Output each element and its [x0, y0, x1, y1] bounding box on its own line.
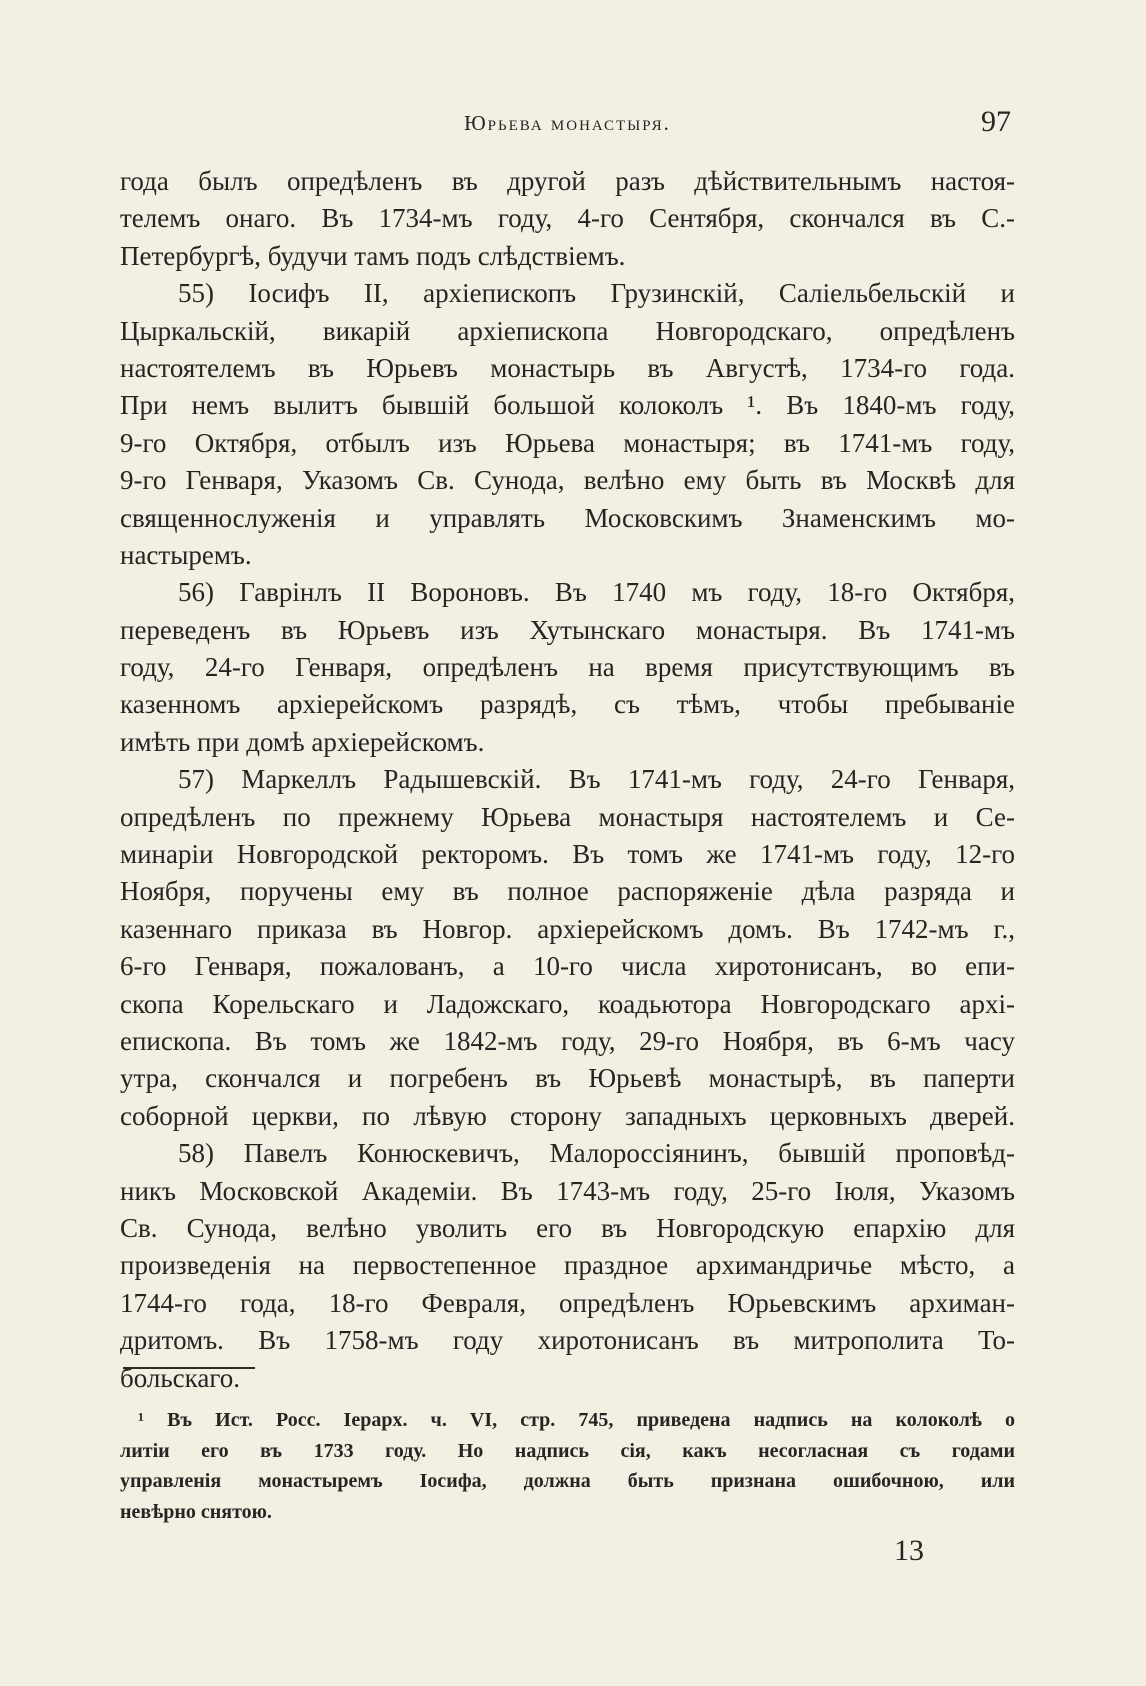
text-line: больскаго.: [120, 1362, 240, 1393]
text-line: опредѣленъ по прежнему Юрьева монастыря настоятелемъ и Се-: [120, 801, 1015, 832]
text-line: При немъ вылитъ бывшій большой колоколъ ¹. Въ 1840-мъ году,: [120, 390, 1015, 421]
text-line: 6-го Генваря, пожалованъ, а 10-го числа хиротонисанъ, во епи-: [120, 951, 1015, 982]
text-line: казеннаго приказа въ Новгор. архіерейскомъ домъ. Въ 1742-мъ г.,: [120, 913, 1015, 944]
text-line: утра, скончался и погребенъ въ Юрьевѣ монастырѣ, въ паперти: [120, 1063, 1015, 1094]
text-line: никъ Московской Академіи. Въ 1743-мъ году, 25-го Іюля, Указомъ: [120, 1175, 1015, 1206]
text-line: 9-го Октября, отбылъ изъ Юрьева монастыря; въ 1741-мъ году,: [120, 427, 1015, 458]
text-line: году, 24-го Генваря, опредѣленъ на время присутствующимъ въ: [120, 652, 1015, 683]
text-line: 58) Павелъ Конюскевичъ, Малороссіянинъ, бывшій проповѣд-: [178, 1138, 1015, 1169]
text-line: 55) Іосифъ II, архіепископъ Грузинскій, Саліельбельскій и: [178, 278, 1015, 309]
text-line: казенномъ архіерейскомъ разрядѣ, съ тѣмъ, чтобы пребываніе: [120, 689, 1015, 720]
running-title: Юрьева монастыря.: [464, 111, 671, 135]
text-line: настоятелемъ въ Юрьевъ монастырь въ Августѣ, 1734-го года.: [120, 352, 1015, 383]
text-line: 1744-го года, 18-го Февраля, опредѣленъ Юрьевскимъ архиман-: [120, 1287, 1015, 1318]
text-line: епископа. Въ томъ же 1842-мъ году, 29-го Ноября, въ 6-мъ часу: [120, 1025, 1015, 1056]
text-line: соборной церкви, по лѣвую сторону западныхъ церковныхъ дверей.: [120, 1100, 1015, 1131]
text-line: произведенія на первостепенное праздное архимандричье мѣсто, а: [120, 1250, 1015, 1281]
footnote-line: управленія монастыремъ Іосифа, должна быть признана ошибочною, или: [120, 1470, 1015, 1492]
text-line: минаріи Новгородской ректоромъ. Въ томъ же 1741-мъ году, 12-го: [120, 839, 1015, 870]
text-line: переведенъ въ Юрьевъ изъ Хутынскаго монастыря. Въ 1741-мъ: [120, 614, 1015, 645]
body-text: [120, 163, 1015, 1397]
footnote-divider: [123, 1367, 255, 1369]
text-line: скопа Корельскаго и Ладожскаго, коадьютора Новгородскаго архі-: [120, 988, 1015, 1019]
text-line: Ноября, поручены ему въ полное распоряженіе дѣла разряда и: [120, 876, 1015, 907]
text-line: года былъ опредѣленъ въ другой разъ дѣйствительнымъ настоя-: [120, 166, 1015, 196]
text-line: 56) Гаврінлъ II Вороновъ. Въ 1740 мъ году, 18-го Октября,: [178, 577, 1015, 608]
text-line: имѣть при домѣ архіерейскомъ.: [120, 726, 485, 757]
text-line: дритомъ. Въ 1758-мъ году хиротонисанъ въ митрополита То-: [120, 1325, 1015, 1356]
text-line: 9-го Генваря, Указомъ Св. Сунода, велѣно ему быть въ Москвѣ для: [120, 465, 1015, 496]
text-line: священнослуженія и управлять Московскимъ Знаменскимъ мо-: [120, 502, 1015, 533]
signature-mark: 13: [894, 1534, 924, 1567]
footnote-line: литіи его въ 1733 году. Но надпись сія, какъ несогласная съ годами: [120, 1439, 1015, 1462]
text-line: Цыркальскій, викарій архіепископа Новгородскаго, опредѣленъ: [120, 315, 1015, 346]
page-number: 97: [981, 105, 1011, 138]
text-line: 57) Маркеллъ Радышевскій. Въ 1741-мъ году, 24-го Генваря,: [178, 764, 1015, 795]
text-line: Св. Сунода, велѣно уволить его въ Новгородскую епархію для: [120, 1212, 1015, 1243]
text-line: настыремъ.: [120, 539, 252, 570]
text-line: Петербургѣ, будучи тамъ подъ слѣдствіемъ.: [120, 240, 626, 271]
footnote-line: невѣрно снятою.: [120, 1500, 272, 1523]
text-line: телемъ онаго. Въ 1734-мъ году, 4-го Сентября, скончался въ С.-: [120, 203, 1015, 234]
footnotes: [120, 1405, 1015, 1527]
running-head: [120, 105, 1015, 145]
footnote-line: ¹ Въ Ист. Росс. Іерарх. ч. VI, стр. 745, приведена надпись на колоколѣ о: [138, 1409, 1015, 1431]
